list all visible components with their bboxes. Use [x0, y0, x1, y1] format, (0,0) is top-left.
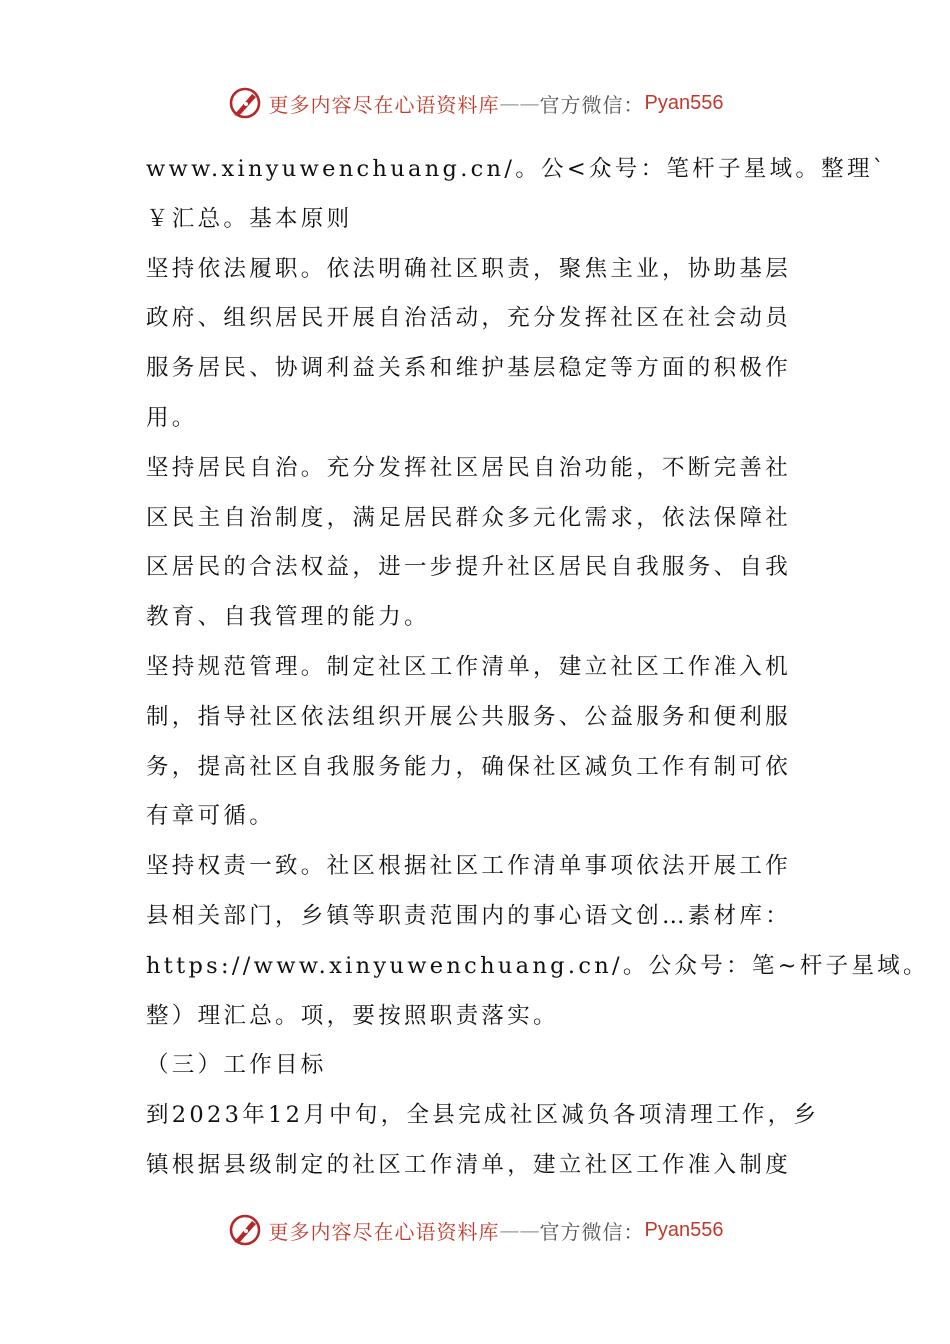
text-line: 教育、自我管理的能力。: [146, 604, 430, 631]
pen-nib-logo-icon: [227, 1212, 263, 1248]
text-line: www.xinyuwenchuang.cn/。公<众号：笔杆子星域。整理`: [146, 156, 888, 182]
banner-wechat-id: Pyan556: [644, 1218, 724, 1241]
banner-sub-text: 官方微信：: [539, 92, 645, 117]
text-line: 服务居民、协调利益关系和维护基层稳定等方面的积极作: [146, 355, 792, 382]
section-heading: （三）工作目标: [146, 1052, 327, 1079]
text-line: 有章可循。: [146, 803, 276, 830]
document-body: [146, 145, 929, 1191]
text-line: 区居民的合法权益，进一步提升社区居民自我服务、自我: [146, 554, 792, 581]
text-line: 用。: [146, 404, 198, 431]
text-line: 政府、组织居民开展自治活动，充分发挥社区在社会动员: [146, 305, 792, 332]
text-line: 区民主自治制度，满足居民群众多元化需求，依法保障社: [146, 504, 792, 531]
banner-wechat-id: Pyan556: [644, 91, 724, 114]
banner-main-text: 更多内容尽在心语资料库: [268, 1219, 500, 1244]
banner-sub-text: 官方微信：: [539, 1219, 645, 1244]
text-line: 务，提高社区自我服务能力，确保社区减负工作有制可依: [146, 753, 792, 780]
footer-watermark-banner: [0, 1210, 950, 1250]
text-line: 坚持规范管理。制定社区工作清单，建立社区工作准入机: [146, 653, 792, 680]
text-line: 整）理汇总。项，要按照职责落实。: [146, 1002, 559, 1029]
text-line: 坚持居民自治。充分发挥社区居民自治功能，不断完善社: [146, 454, 792, 481]
banner-dash: ——: [499, 91, 540, 115]
text-line: 坚持依法履职。依法明确社区职责，聚焦主业，协助基层: [146, 255, 792, 282]
text-line: 制，指导社区依法组织开展公共服务、公益服务和便利服: [146, 703, 792, 730]
text-line: 到2023年12月中旬，全县完成社区减负各项清理工作，乡: [146, 1102, 820, 1129]
text-line: https://www.xinyuwenchuang.cn/。公众号：笔~杆子星域。: [146, 952, 929, 979]
text-line: 县相关部门，乡镇等职责范围内的事心语文创…素材库：: [146, 902, 792, 929]
pen-nib-logo-icon: [227, 85, 263, 121]
banner-dash: ——: [499, 1218, 540, 1242]
banner-main-text: 更多内容尽在心语资料库: [268, 92, 500, 117]
text-line: ￥汇总。基本原则: [146, 205, 353, 232]
text-line: 坚持权责一致。社区根据社区工作清单事项依法开展工作: [146, 853, 792, 880]
header-watermark-banner: [0, 83, 950, 123]
text-line: 镇根据县级制定的社区工作清单，建立社区工作准入制度: [146, 1151, 792, 1178]
